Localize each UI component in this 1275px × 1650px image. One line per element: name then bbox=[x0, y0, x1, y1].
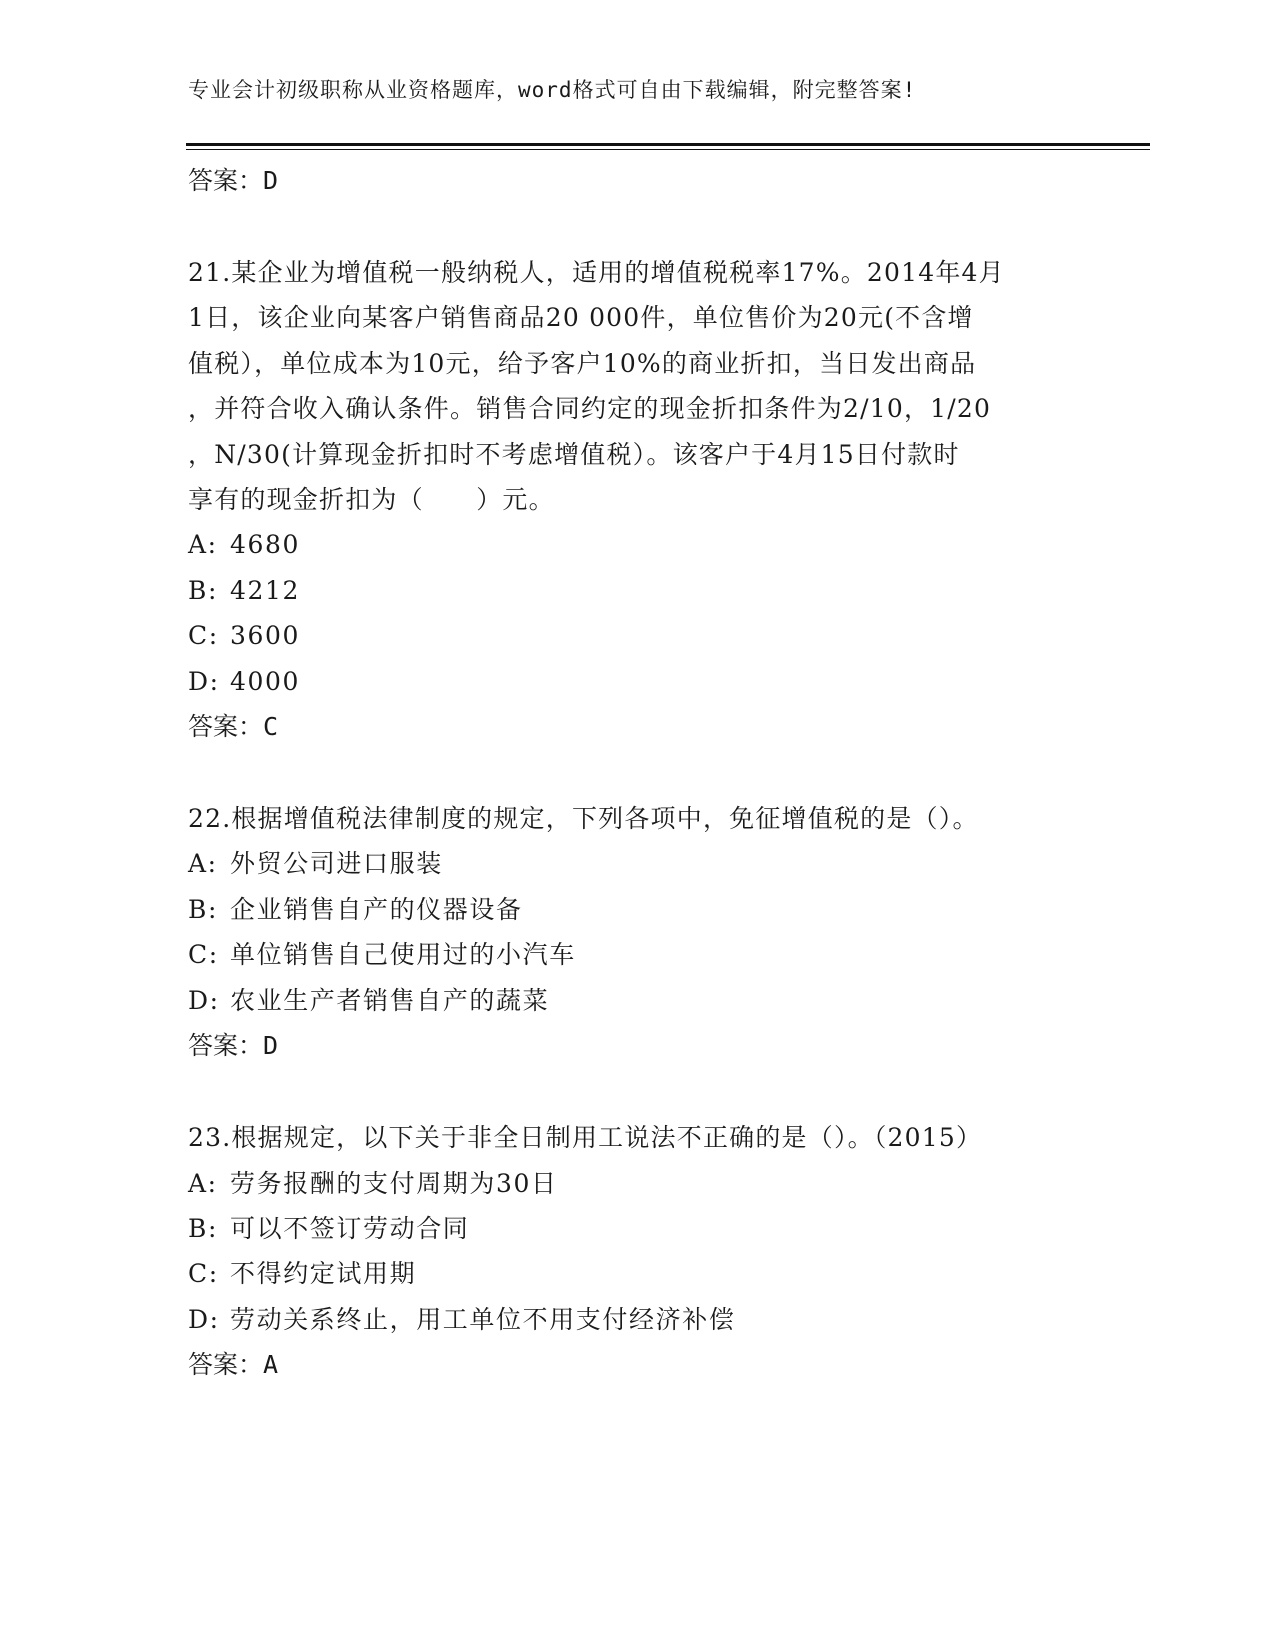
option-text: 外贸公司进口服装 bbox=[230, 849, 443, 879]
option-letter: D: bbox=[188, 1304, 220, 1334]
option-c bbox=[188, 613, 1088, 658]
option-text: 劳务报酬的支付周期为30日 bbox=[230, 1168, 558, 1198]
question-line: 享有的现金折扣为（ ）元。 bbox=[188, 485, 555, 515]
option-text: 单位销售自己使用过的小汽车 bbox=[230, 940, 576, 970]
option-text: 农业生产者销售自产的蔬菜 bbox=[230, 985, 550, 1015]
answer-23: 答案：A bbox=[188, 1350, 279, 1380]
option-a bbox=[188, 1161, 1088, 1206]
question-text bbox=[188, 1115, 1088, 1160]
option-text: 3600 bbox=[230, 621, 301, 651]
question-line: ，并符合收入确认条件。销售合同约定的现金折扣条件为2/10，1/20 bbox=[188, 394, 992, 424]
question-line: ，N/30(计算现金折扣时不考虑增值税）。该客户于4月15日付款时 bbox=[188, 439, 960, 469]
option-letter: B: bbox=[188, 575, 218, 605]
question-line: 1日，该企业向某客户销售商品20 000件，单位售价为20元(不含增 bbox=[188, 303, 974, 333]
option-text: 4000 bbox=[230, 666, 301, 696]
option-text: 企业销售自产的仪器设备 bbox=[230, 894, 523, 924]
header-rule-thick bbox=[186, 143, 1150, 146]
option-text: 劳动关系终止，用工单位不用支付经济补偿 bbox=[230, 1304, 736, 1334]
option-letter: D: bbox=[188, 985, 220, 1015]
option-letter: D: bbox=[188, 666, 220, 696]
document-body bbox=[188, 158, 1088, 1387]
option-letter: C: bbox=[188, 940, 219, 970]
option-letter: C: bbox=[188, 1259, 219, 1289]
option-b bbox=[188, 887, 1088, 932]
option-text: 4212 bbox=[230, 575, 301, 605]
option-d bbox=[188, 978, 1088, 1023]
option-b bbox=[188, 568, 1088, 613]
answer-22: 答案：D bbox=[188, 1031, 279, 1061]
question-line: 22.根据增值税法律制度的规定，下列各项中，免征增值税的是（）。 bbox=[188, 804, 979, 834]
option-b bbox=[188, 1206, 1088, 1251]
option-letter: B: bbox=[188, 1213, 218, 1243]
option-d bbox=[188, 659, 1088, 704]
option-letter: B: bbox=[188, 894, 218, 924]
option-c bbox=[188, 932, 1088, 977]
answer-21: 答案：C bbox=[188, 712, 279, 742]
option-letter: A: bbox=[188, 849, 218, 879]
question-text bbox=[188, 796, 1088, 841]
option-letter: A: bbox=[188, 530, 218, 560]
option-a bbox=[188, 841, 1088, 886]
previous-answer: 答案：D bbox=[188, 166, 279, 195]
question-21 bbox=[188, 250, 1088, 749]
option-text: 4680 bbox=[230, 530, 301, 560]
question-line: 23.根据规定，以下关于非全日制用工说法不正确的是（）。（2015） bbox=[188, 1123, 983, 1153]
page-header: 专业会计初级职称从业资格题库，word格式可自由下载编辑，附完整答案! bbox=[188, 78, 917, 102]
question-line: 21.某企业为增值税一般纳税人，适用的增值税税率17%。2014年4月 bbox=[188, 258, 1005, 287]
question-23 bbox=[188, 1115, 1088, 1387]
option-letter: C: bbox=[188, 621, 219, 651]
header-rule-thin bbox=[186, 149, 1150, 150]
question-22 bbox=[188, 796, 1088, 1068]
option-d bbox=[188, 1297, 1088, 1342]
question-line: 值税），单位成本为10元，给予客户10%的商业折扣，当日发出商品 bbox=[188, 348, 977, 378]
option-letter: A: bbox=[188, 1168, 218, 1198]
option-text: 不得约定试用期 bbox=[230, 1259, 417, 1289]
option-text: 可以不签订劳动合同 bbox=[230, 1213, 470, 1243]
option-a bbox=[188, 522, 1088, 567]
option-c bbox=[188, 1251, 1088, 1296]
question-text bbox=[188, 250, 1088, 522]
